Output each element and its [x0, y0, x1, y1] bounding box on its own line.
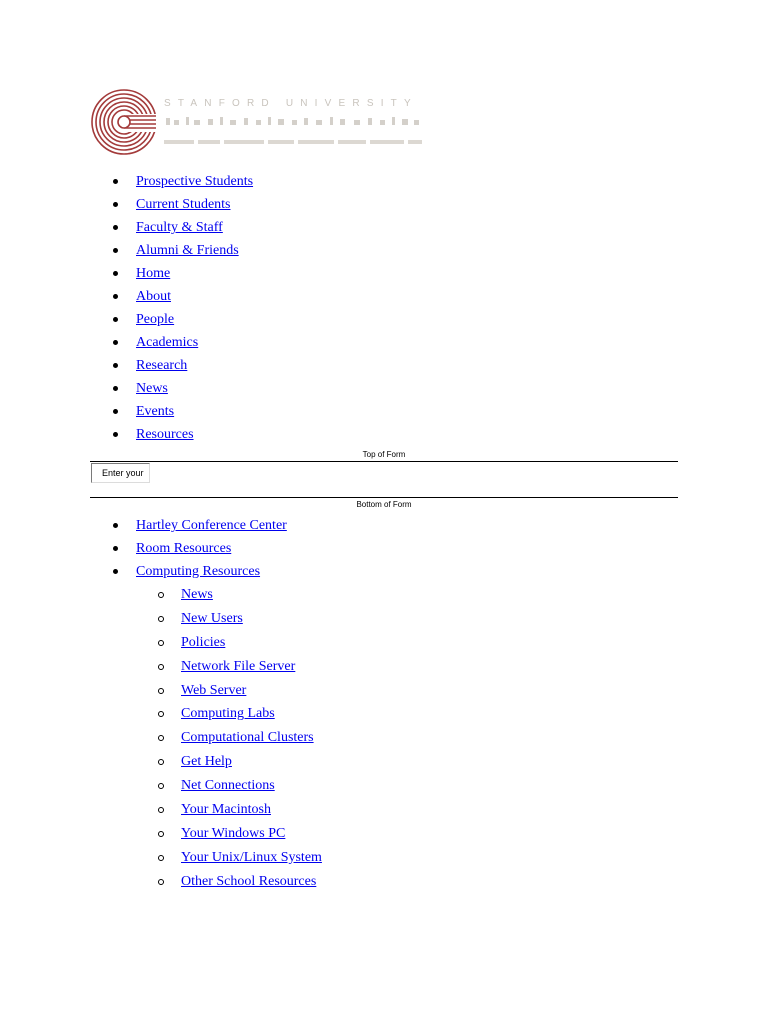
seal-icon — [90, 88, 158, 156]
subnav-link-your-macintosh[interactable]: Your Macintosh — [181, 802, 271, 818]
circle-bullet-icon — [158, 640, 164, 646]
nav-link-news[interactable]: News — [136, 381, 168, 396]
university-logo[interactable] — [90, 88, 430, 158]
nav-link-current-students[interactable]: Current Students — [136, 197, 231, 212]
bullet-icon — [113, 523, 118, 528]
nav-item-events — [0, 400, 253, 423]
form-bottom-divider — [90, 497, 678, 498]
circle-bullet-icon — [158, 735, 164, 741]
nav-item-computing-resources — [0, 560, 287, 583]
subnav-item-news — [0, 583, 322, 607]
nav-link-events[interactable]: Events — [136, 404, 175, 419]
bullet-icon — [113, 179, 118, 184]
bullet-icon — [113, 386, 118, 391]
subnav-link-network-file-server[interactable]: Network File Server — [181, 658, 296, 674]
nav-link-prospective-students[interactable]: Prospective Students — [136, 174, 254, 189]
circle-bullet-icon — [158, 831, 164, 837]
subnav-item-new-users — [0, 607, 322, 631]
search-input[interactable]: Enter your — [91, 463, 150, 483]
subnav-item-computing-labs — [0, 702, 322, 726]
nav-item-current-students — [0, 193, 253, 216]
subnav-link-other-school-resources[interactable]: Other School Resources — [181, 873, 317, 889]
circle-bullet-icon — [158, 688, 164, 694]
nav-item-home — [0, 262, 253, 285]
subnav-item-your-macintosh — [0, 798, 322, 822]
subnav-item-policies — [0, 631, 322, 655]
nav-item-about — [0, 285, 253, 308]
subnav-link-computing-labs[interactable]: Computing Labs — [181, 706, 275, 722]
subnav-item-web-server — [0, 679, 322, 703]
circle-bullet-icon — [158, 616, 164, 622]
primary-nav — [0, 170, 253, 446]
circle-bullet-icon — [158, 879, 164, 885]
subnav-item-get-help — [0, 750, 322, 774]
bullet-icon — [113, 569, 118, 574]
subnav-link-your-unix-linux-system[interactable]: Your Unix/Linux System — [181, 849, 322, 865]
logo-university-name: STANFORD UNIVERSITY — [164, 98, 418, 109]
nav-item-faculty-staff — [0, 216, 253, 239]
subnav-link-new-users[interactable]: New Users — [181, 610, 243, 626]
nav-link-computing-resources[interactable]: Computing Resources — [136, 564, 261, 579]
nav-item-room-resources — [0, 537, 287, 560]
bullet-icon — [113, 546, 118, 551]
nav-link-resources[interactable]: Resources — [136, 427, 194, 442]
bullet-icon — [113, 432, 118, 437]
subnav-link-news[interactable]: News — [181, 587, 213, 602]
circle-bullet-icon — [158, 807, 164, 813]
logo-department-mark — [164, 115, 424, 127]
form-top-label: Top of Form — [362, 450, 406, 459]
nav-link-alumni-friends[interactable]: Alumni & Friends — [136, 243, 239, 258]
subnav-link-net-connections[interactable]: Net Connections — [181, 778, 275, 794]
nav-link-people[interactable]: People — [136, 312, 175, 327]
nav-link-faculty-staff[interactable]: Faculty & Staff — [136, 220, 223, 235]
bullet-icon — [113, 409, 118, 414]
logo-tagline-mark — [164, 138, 424, 146]
bullet-icon — [113, 317, 118, 322]
form-bottom-label: Bottom of Form — [356, 500, 412, 509]
nav-item-hartley-conference-center — [0, 514, 287, 537]
subnav-item-other-school-resources — [0, 870, 322, 894]
subnav-item-computational-clusters — [0, 726, 322, 750]
subnav-item-net-connections — [0, 774, 322, 798]
subnav-item-your-unix-linux-system — [0, 846, 322, 870]
secondary-nav — [0, 514, 287, 583]
nav-link-about[interactable]: About — [136, 289, 171, 304]
bullet-icon — [113, 202, 118, 207]
subnav-link-web-server[interactable]: Web Server — [181, 682, 247, 698]
circle-bullet-icon — [158, 711, 164, 717]
nav-link-room-resources[interactable]: Room Resources — [136, 541, 232, 556]
nav-item-alumni-friends — [0, 239, 253, 262]
nav-item-news — [0, 377, 253, 400]
subnav-link-policies[interactable]: Policies — [181, 634, 226, 650]
subnav-link-your-windows-pc[interactable]: Your Windows PC — [181, 825, 286, 841]
circle-bullet-icon — [158, 783, 164, 789]
subnav-item-your-windows-pc — [0, 822, 322, 846]
subnav-item-network-file-server — [0, 655, 322, 679]
circle-bullet-icon — [158, 664, 164, 670]
nav-link-home[interactable]: Home — [136, 266, 171, 281]
nav-item-research — [0, 354, 253, 377]
circle-bullet-icon — [158, 759, 164, 765]
nav-link-hartley-conference-center[interactable]: Hartley Conference Center — [136, 518, 287, 533]
subnav-link-get-help[interactable]: Get Help — [181, 754, 232, 770]
bullet-icon — [113, 225, 118, 230]
nav-item-academics — [0, 331, 253, 354]
bullet-icon — [113, 340, 118, 345]
bullet-icon — [113, 294, 118, 299]
circle-bullet-icon — [158, 855, 164, 861]
nav-item-resources — [0, 423, 253, 446]
bullet-icon — [113, 248, 118, 253]
bullet-icon — [113, 271, 118, 276]
nav-link-research[interactable]: Research — [136, 358, 188, 373]
subnav-link-computational-clusters[interactable]: Computational Clusters — [181, 730, 314, 746]
nav-link-academics[interactable]: Academics — [136, 335, 199, 350]
bullet-icon — [113, 363, 118, 368]
computing-resources-subnav — [0, 583, 322, 894]
nav-item-people — [0, 308, 253, 331]
form-top-divider — [90, 461, 678, 462]
logo-wordmark — [164, 98, 424, 151]
nav-item-prospective-students — [0, 170, 253, 193]
circle-bullet-icon — [158, 592, 164, 598]
